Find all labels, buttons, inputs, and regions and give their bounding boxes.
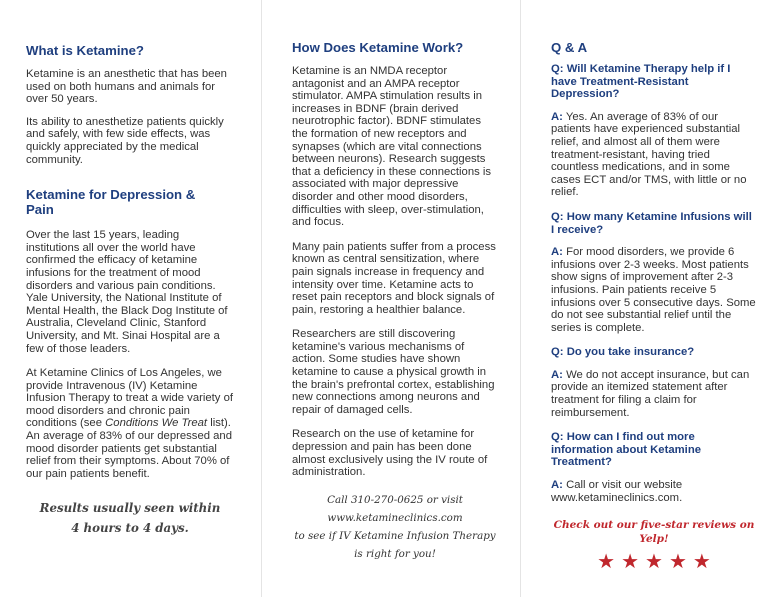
answer-text: Yes. An average of 83% of our patients have experienced substantial relief, and almost all of them were treatment-resistant, having tried countless medications, and in some cases ECT and/or TMS, with little or no relief.	[551, 110, 747, 199]
heading-how-it-works: How Does Ketamine Work?	[292, 40, 464, 55]
yelp-callout: Check out our five-star reviews on Yelp!	[553, 519, 755, 546]
panel-left	[26, 0, 234, 597]
answer-text: For mood disorders, we provide 6 infusions over 2-3 weeks. Most patients show signs of improvement after 2-3 infusions. Pain patients receive 5 infusions over 5 consecutive days. Some do not see substantial relief until the series is complete.	[551, 246, 756, 334]
answer-label: A:	[551, 479, 563, 492]
website-line: www.ketamineclinics.com	[327, 511, 463, 524]
star-icon: ★	[668, 551, 687, 574]
paragraph: Ketamine is an anesthetic that has been used on both humans and animals for over 50 years.	[26, 68, 227, 106]
answer-label: A:	[551, 110, 563, 123]
answer-label: A:	[551, 246, 563, 259]
panel-middle	[292, 0, 498, 597]
panel-right	[551, 0, 757, 597]
tagline-line: 4 hours to 4 days.	[71, 521, 189, 536]
answer-label: A:	[551, 368, 563, 381]
cta-line: is right for you!	[354, 547, 436, 560]
conditions-we-treat-ref: Conditions We Treat	[105, 417, 208, 430]
answer-text: We do not accept insurance, but can provide an itemized statement after treatment for filing a claim for reimbursement.	[551, 368, 750, 419]
qa-answer	[551, 479, 757, 504]
phone-line: Call 310-270-0625 or visit	[327, 493, 463, 506]
star-icon: ★	[692, 551, 711, 574]
paragraph: Research on the use of ketamine for depression and pain has been done almost exclusively using the IV route of administration.	[292, 428, 488, 479]
cta-line: to see if IV Ketamine Infusion Therapy	[294, 529, 496, 542]
call-to-action	[292, 491, 498, 563]
qa-question: Q: How can I find out more information about Ketamine Treatment?	[551, 431, 702, 469]
paragraph: Ketamine is an NMDA receptor antagonist and an AMPA receptor stimulator. AMPA stimulation results in increases in BDNF (brain derived neurotrophic factor). BDNF stimulates the formation of new receptors and synapses (which are vital connections between neurons). Research suggests that a deficiency in these connections is associated with major depressive disorder and other mood disorders, difficulties with sleep, over-stimulation, and focus.	[292, 65, 492, 229]
qa-answer	[551, 369, 757, 419]
text-run: At Ketamine Clinics of Los Angeles, we provide Intravenous (IV) Ketamine Infusion Therapy to treat a wide variety of mood disorders and chronic pain conditions (see	[26, 367, 234, 430]
star-icon: ★	[621, 551, 640, 574]
paragraph: Researchers are still discovering ketamine's various mechanisms of action. Some studies have shown ketamine to cause a physical growth in the brain's prefrontal cortex, establishing new connections among neurons and repair of damaged cells.	[292, 328, 495, 416]
qa-question: Q: Will Ketamine Therapy help if I have Treatment-Resistant Depression?	[551, 63, 731, 101]
heading-depression-pain: Ketamine for Depression & Pain	[26, 187, 196, 218]
paragraph: Its ability to anesthetize patients quickly and safely, with few side effects, was quickly appreciated by the medical community.	[26, 115, 224, 166]
star-icon: ★	[597, 551, 616, 574]
fold-line-2	[520, 0, 521, 597]
rating-stars	[551, 552, 757, 572]
qa-list	[551, 63, 757, 504]
paragraph: Over the last 15 years, leading institutions all over the world have confirmed the efficacy of ketamine infusions for the treatment of mood disorders and various pain conditions. Yale University, the National Institute of Mental Health, the Black Dog Institute of Australia, Cleveland Clinic, Stanford University, and Mt. Sinai Hospital are a few of those leaders.	[26, 229, 228, 355]
results-tagline	[26, 498, 234, 538]
paragraph	[26, 367, 234, 480]
qa-answer	[551, 246, 757, 334]
text-run: list). An average of 83% of our depressed and mood disorder patients get substantial relief from their symptoms. About 70% of our pain patients benefit.	[26, 417, 232, 480]
answer-text: Call or visit our website www.ketamineclinics.com.	[551, 479, 683, 504]
fold-line-1	[261, 0, 262, 597]
qa-question: Q: Do you take insurance?	[551, 346, 695, 359]
qa-answer	[551, 111, 757, 199]
qa-question: Q: How many Ketamine Infusions will I receive?	[551, 210, 752, 236]
tagline-line: Results usually seen within	[39, 501, 221, 516]
heading-qa: Q & A	[551, 40, 588, 55]
heading-what-is-ketamine: What is Ketamine?	[26, 43, 144, 58]
star-icon: ★	[645, 551, 663, 574]
paragraph: Many pain patients suffer from a process known as central sensitization, where pain signals increase in frequency and intensity over time. Ketamine acts to reset pain receptors and block signals of pain, restoring a healthier balance.	[292, 240, 496, 316]
